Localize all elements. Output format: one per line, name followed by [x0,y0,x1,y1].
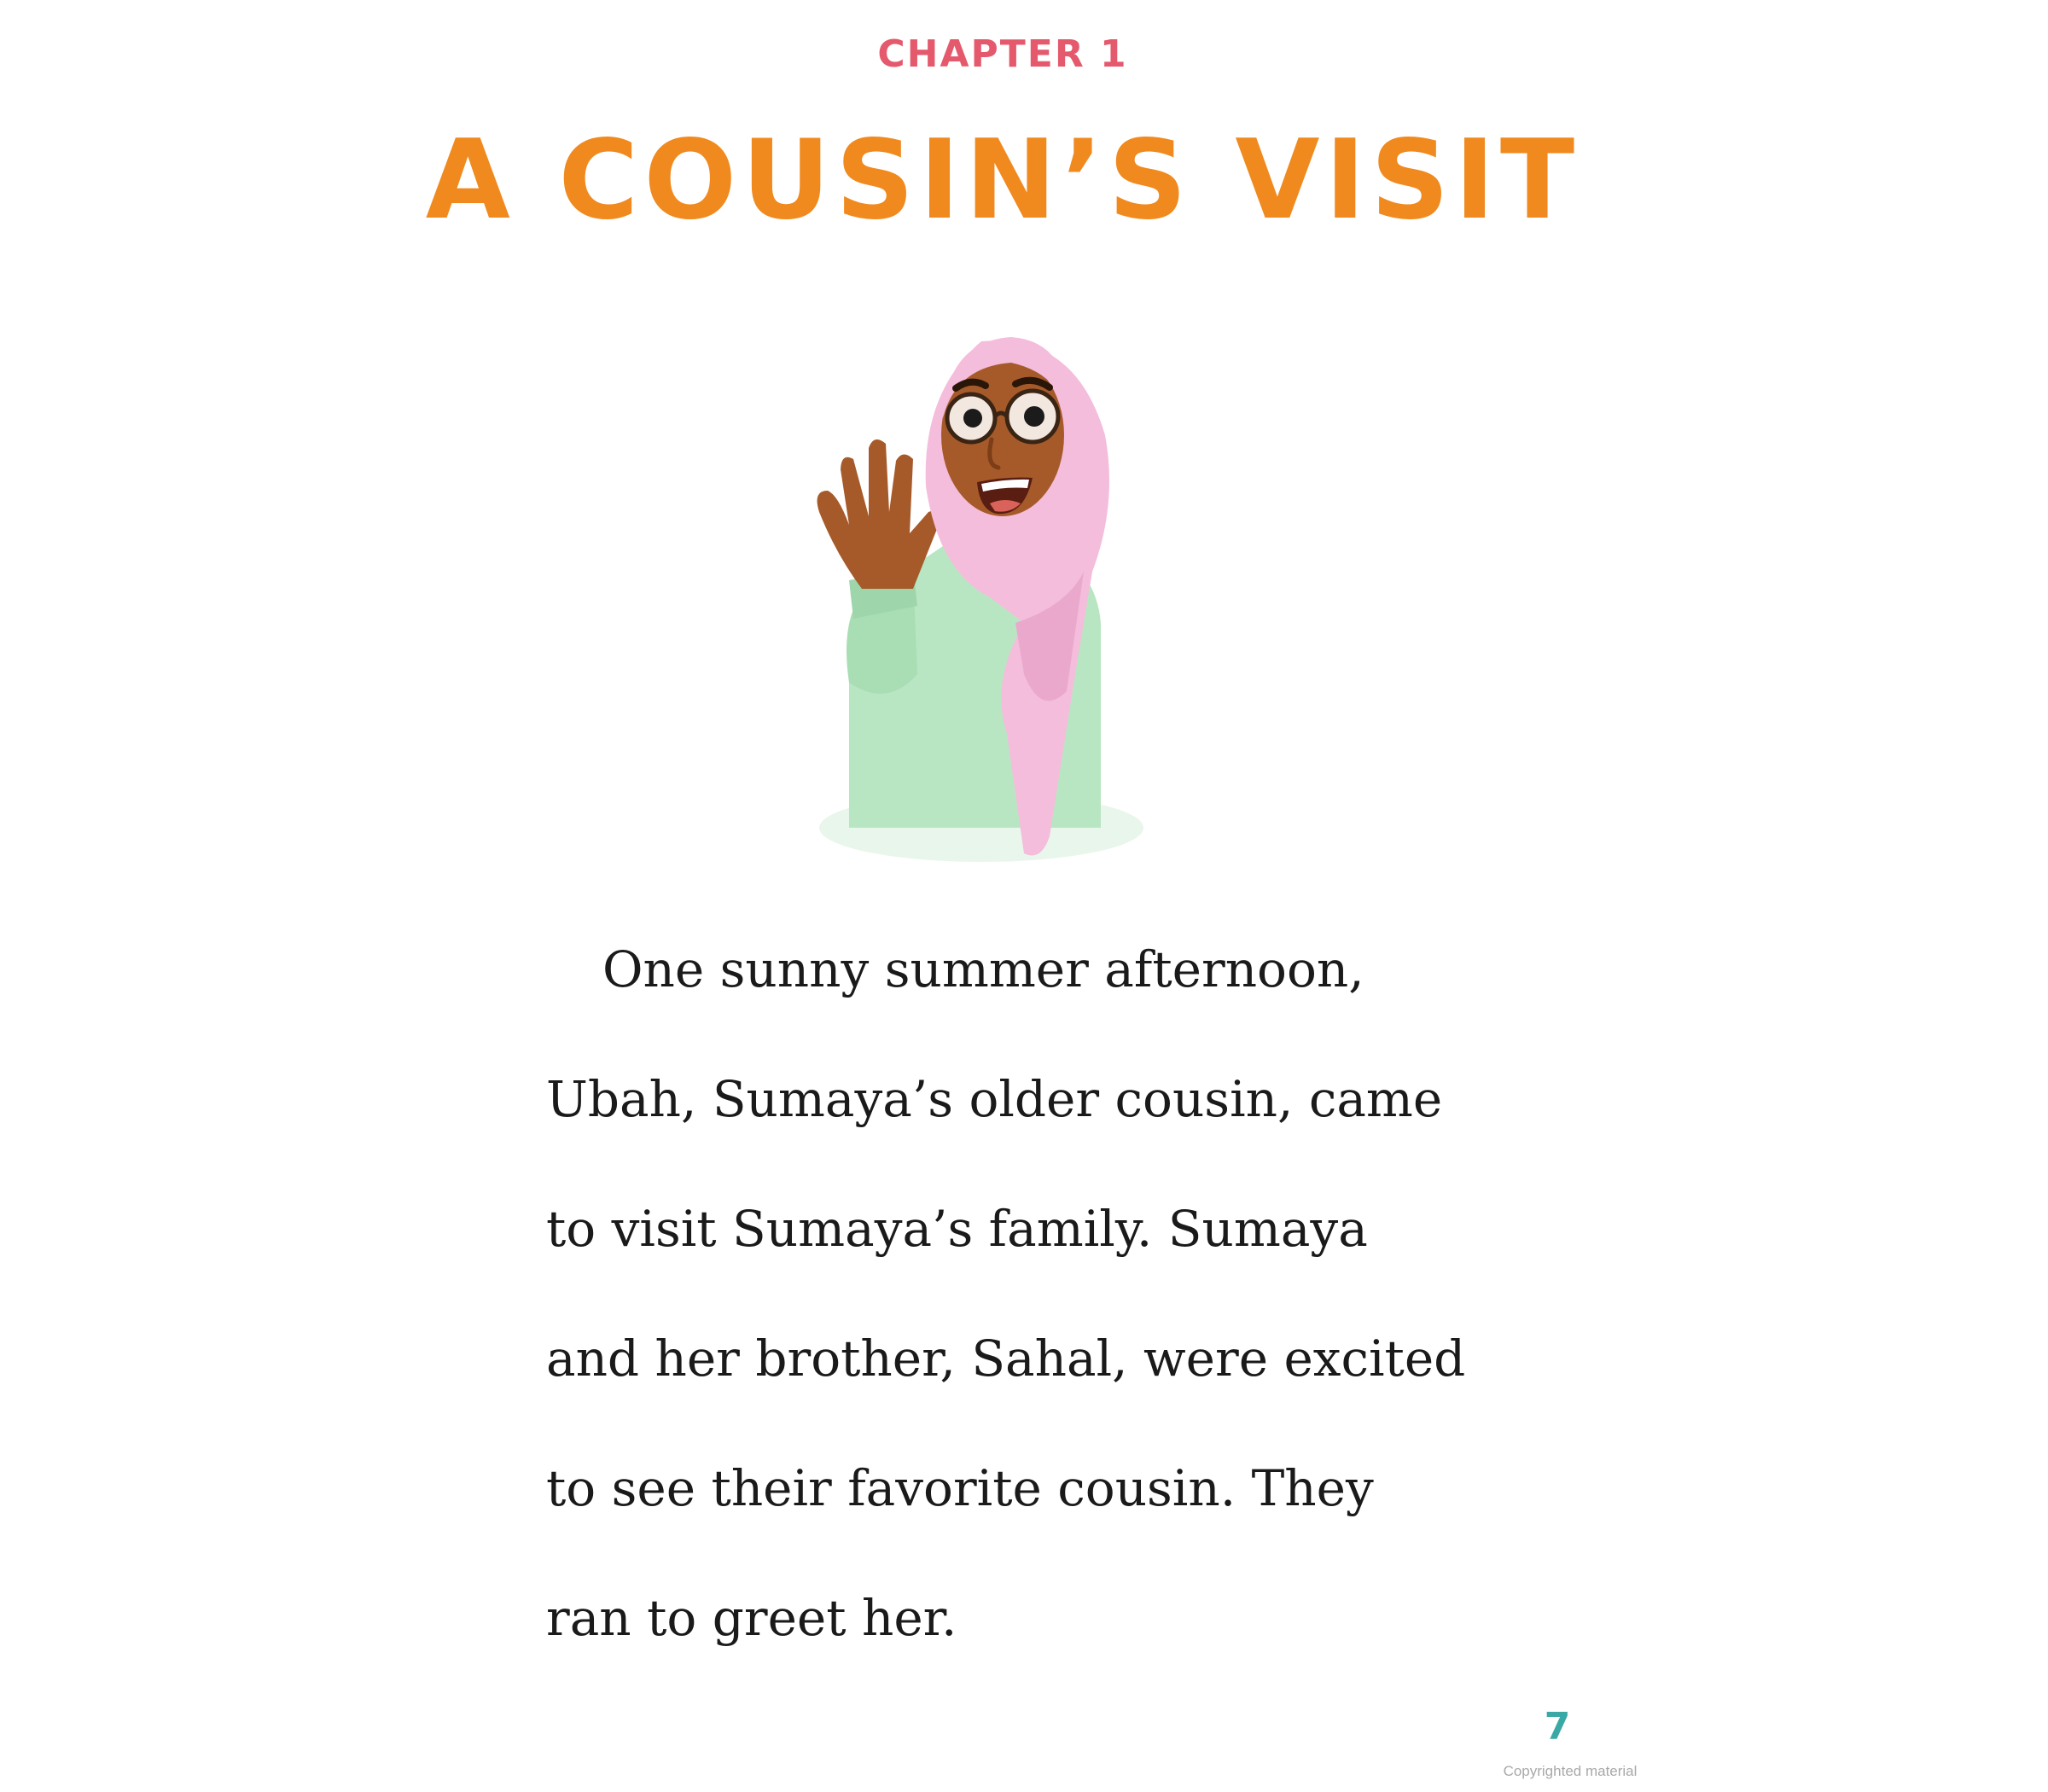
story-line: to see their favorite cousin. They [546,1459,1374,1517]
story-line: and her brother, Sahal, were excited [546,1329,1466,1388]
copyright-notice: Copyrighted material [1503,1763,1638,1779]
character-illustration [768,316,1195,879]
page-number: 7 [1544,1705,1571,1748]
story-text [546,930,1510,1708]
right-pupil [1024,406,1044,427]
chapter-label: CHAPTER 1 [877,32,1128,76]
story-line: ran to greet her. [546,1589,957,1647]
chapter-title: A COUSIN’S VISIT [425,117,1580,244]
story-line: Ubah, Sumaya’s older cousin, came [546,1070,1443,1128]
left-pupil [963,409,982,428]
story-line: to visit Sumaya’s family. Sumaya [546,1200,1368,1258]
story-line: One sunny summer afternoon, [602,940,1364,998]
waving-hand [817,439,939,589]
